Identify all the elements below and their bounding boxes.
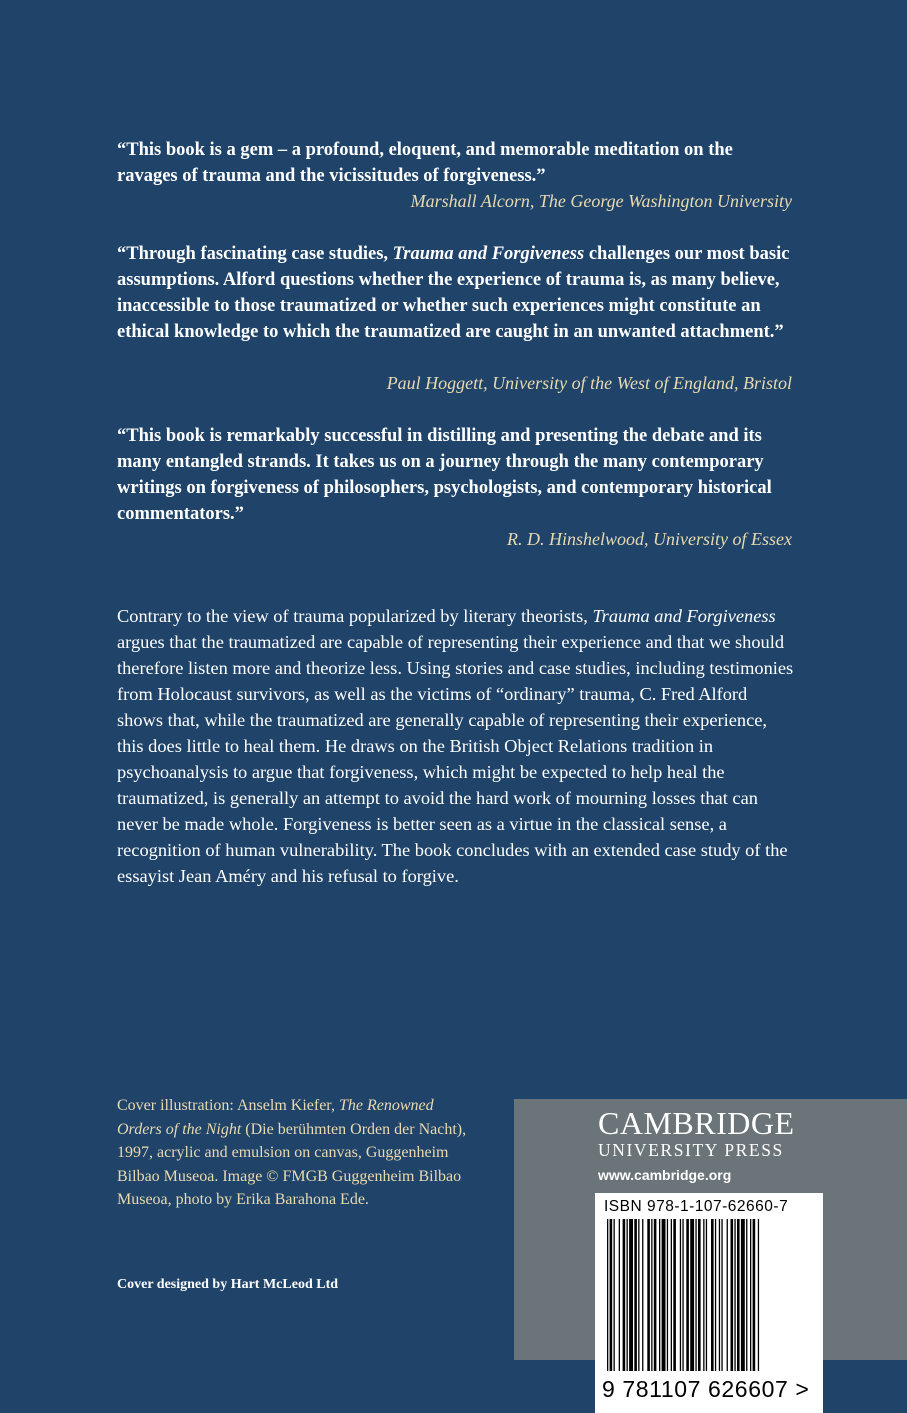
barcode-panel (595, 1193, 823, 1413)
barcode-bar (741, 1219, 745, 1371)
barcode-bar (623, 1219, 626, 1371)
blurb-text-start: Contrary to the view of trauma popularized by literary theorists, (117, 606, 593, 626)
isbn-label: ISBN 978-1-107-62660-7 (604, 1198, 789, 1215)
barcode-bar (719, 1219, 720, 1371)
barcode-bar (619, 1219, 620, 1371)
barcode-icon (603, 1219, 815, 1375)
barcode-bar (671, 1219, 672, 1371)
quote-2-text-start: “Through fascinating case studies, (117, 244, 393, 264)
barcode-bar (647, 1219, 650, 1371)
barcode-bar (651, 1219, 652, 1371)
barcode-bar (753, 1219, 756, 1371)
barcode-bar (680, 1219, 681, 1371)
publisher-panel (514, 1099, 907, 1402)
barcode-bar (667, 1219, 668, 1371)
barcode-bar (703, 1219, 704, 1371)
barcode-bar (629, 1219, 633, 1371)
barcode-bar (662, 1219, 666, 1371)
barcode-bar (715, 1219, 716, 1371)
credit-text-start: Cover illustration: Anselm Kiefer, (117, 1097, 339, 1114)
blurb-book-title: Trauma and Forgiveness (592, 606, 776, 626)
barcode-bar (654, 1219, 657, 1371)
cover-designer-credit: Cover designed by Hart McLeod Ltd (117, 1277, 339, 1292)
barcode-bar (727, 1219, 728, 1371)
credit-text-end: (Die berühmten Orden der Nacht), 1997, acrylic and emulsion on canvas, Guggenheim Bilbao Museoa. Image © FMGB Guggenheim Bilbao Museoa, photo by Erika Barahona Ede. (117, 1120, 467, 1208)
barcode-bar (682, 1219, 683, 1371)
barcode-bar (737, 1219, 740, 1371)
barcode-bar (686, 1219, 689, 1371)
barcode-digits: 9 781107 626607 > (602, 1376, 810, 1402)
barcode-bar (746, 1219, 747, 1371)
quote-2-attribution: Paul Hoggett, University of the West of England, Bristol (386, 373, 792, 393)
barcode-bar (731, 1219, 734, 1371)
quote-2 (117, 241, 797, 345)
quote-3-attribution: R. D. Hinshelwood, University of Essex (507, 529, 792, 549)
blurb-text-end: argues that the traumatized are capable of representing their experience and that we should therefore listen more and theorize less. Using stories and case studies, including testimonies from Holocaust survivors, as well as the victims of “ordinary” trauma, C. Fred Alford shows that, while the traumatized are generally capable of representing their experience, this does little to heal them. He draws on the British Object Relations tradition in psychoanalysis to argue that forgiveness, which might be expected to help heal the traumatized, is generally an attempt to avoid the hard work of mourning losses that can never be made whole. Forgiveness is better seen as a virtue in the classical sense, a recognition of human vulnerability. The book concludes with an extended case study of the essayist Jean Améry and his refusal to forgive. (117, 632, 794, 886)
barcode-bar (690, 1219, 694, 1371)
barcode-bar (706, 1219, 707, 1371)
barcode-bar (734, 1219, 735, 1371)
barcode-bar (610, 1219, 613, 1371)
barcode-bar (642, 1219, 643, 1371)
barcode-bar (698, 1219, 701, 1371)
quote-3: “This book is remarkably successful in distilling and presenting the debate and its many entangled strands. It takes us on a journey through the many contemporary writings on forgiveness of philosophers, psychologists, and contemporary historical commentators.” (117, 426, 772, 524)
barcode-bar (638, 1219, 639, 1371)
quote-2-book-title: Trauma and Forgiveness (392, 244, 585, 264)
barcode-bar (721, 1219, 722, 1371)
barcode-bar (634, 1219, 637, 1371)
barcode-bar (673, 1219, 676, 1371)
publisher-url: www.cambridge.org (598, 1167, 732, 1183)
publisher-name: CAMBRIDGE (598, 1105, 795, 1141)
barcode-bar (659, 1219, 660, 1371)
barcode-bar (750, 1219, 751, 1371)
quote-1: “This book is a gem – a profound, eloquent, and memorable meditation on the ravages of trauma and the vicissitudes of forgiveness.” (117, 140, 733, 186)
cover-illustration-credit (117, 1094, 467, 1212)
quote-2-text-end: challenges our most basic assumptions. Alford questions whether the experience of trauma is, as many believe, inaccessible to those traumatized or whether such experiences might constitute an ethical knowledge to which the traumatized are caught in an unwanted attachment.” (117, 244, 790, 342)
barcode-bar (711, 1219, 714, 1371)
publisher-press: UNIVERSITY PRESS (598, 1140, 784, 1160)
barcode-bar (614, 1219, 615, 1371)
barcode-bar (695, 1219, 696, 1371)
artwork-title: The Renowned Orders of the Night (117, 1097, 434, 1138)
barcode-bar (607, 1219, 608, 1371)
barcode-bar (627, 1219, 628, 1371)
barcode-bar (758, 1219, 759, 1371)
book-description (117, 603, 797, 889)
quote-1-attribution: Marshall Alcorn, The George Washington University (410, 191, 792, 211)
